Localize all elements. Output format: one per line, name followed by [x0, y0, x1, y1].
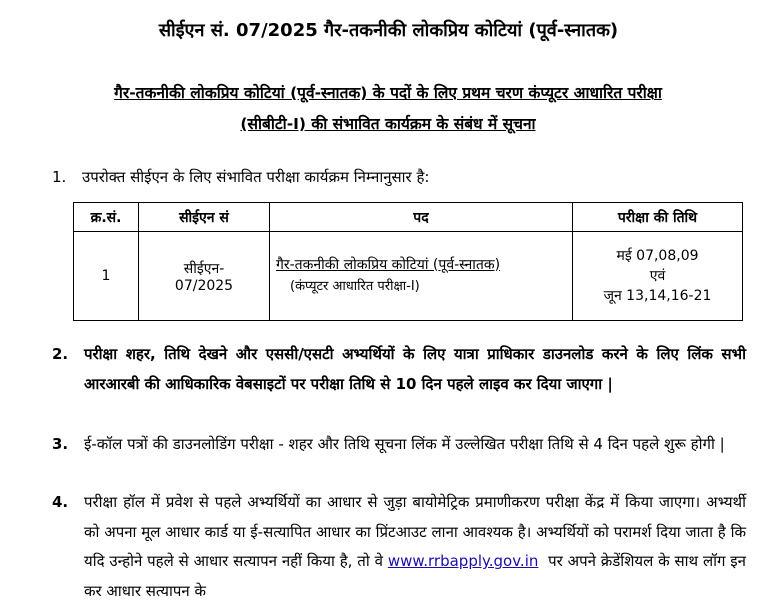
header-cen-no: सीईएन सं: [139, 203, 270, 232]
point-4-text-after-link: पर अपने क्रेडेंशियल के साथ लॉग इन कर आधार सत्यापन के: [84, 552, 747, 600]
header-post: पद: [270, 203, 573, 232]
cell-serial-no: 1: [74, 232, 139, 321]
cell-post: [270, 232, 573, 321]
date-line-2: एवं: [649, 268, 666, 284]
document-title: सीईएन सं. 07/2025 गैर-तकनीकी लोकप्रिय कोटियां (पूर्व-स्नातक): [158, 20, 619, 41]
rrbapply-link[interactable]: www.rrbapply.gov.in: [387, 552, 539, 570]
point-3: [52, 430, 746, 460]
cen-line-1: सीईएन-: [183, 260, 225, 277]
point-2-text: परीक्षा शहर, तिथि देखने और एससी/एसटी अभ्यर्थियों के लिए यात्रा प्राधिकार डाउनलोड करने के लिए लिंक सभी आरआरबी की आधिकारिक वेबसाइटों पर परीक्षा तिथि से 10 दिन पहले लाइव कर दिया जाएगा |: [84, 345, 746, 393]
point-3-text: ई-कॉल पत्रों की डाउनलोडिंग परीक्षा - शहर और तिथि सूचना लिंक में उल्लेखित परीक्षा तिथि से 4 दिन पहले शुरू होगी |: [84, 435, 725, 453]
point-2: [52, 340, 746, 399]
exam-schedule-table: [73, 202, 743, 321]
header-serial-no: क्र.सं.: [74, 203, 139, 232]
cell-exam-date: [573, 232, 743, 321]
subtitle-line-2: (सीबीटी-I) की संभावित कार्यक्रम के संबंध में सूचना: [240, 115, 536, 133]
header-exam-date: परीक्षा की तिथि: [573, 203, 743, 232]
point-2-number: 2.: [52, 345, 69, 363]
point-1-number: 1.: [52, 168, 67, 186]
table-header-row: [74, 203, 743, 232]
point-1: [52, 167, 429, 187]
table-row: [74, 232, 743, 321]
point-3-number: 3.: [52, 435, 69, 453]
point-4-number: 4.: [52, 493, 69, 511]
point-4: [52, 488, 746, 606]
point-1-text: उपरोक्त सीईएन के लिए संभावित परीक्षा कार्यक्रम निम्नानुसार है:: [82, 168, 430, 186]
date-line-3: जून 13,14,16-21: [603, 288, 712, 304]
cell-cen-no: [139, 232, 270, 321]
cen-line-2: 07/2025: [174, 277, 234, 294]
point-4-text: [84, 488, 746, 606]
notice-subtitle: [28, 78, 748, 140]
point-4-text-before-link: परीक्षा हॉल में प्रवेश से पहले अभ्यर्थियों का आधार से जुड़ा बायोमेट्रिक प्रमाणीकरण परीक्षा केंद्र में किया जाएगा। अभ्यर्थी को अपना मूल आधार कार्ड या ई-सत्यापित आधार का प्रिंटआउट लाना आवश्यक है। अभ्यर्थियों को परामर्श दिया जाता है कि यदि उन्होने पहले से आधार सत्यापन नहीं किया है, तो वे: [84, 493, 746, 570]
date-line-1: मई 07,08,09: [616, 248, 699, 264]
post-exam-stage: (कंप्यूटर आधारित परीक्षा-I): [290, 278, 420, 294]
subtitle-line-1: गैर-तकनीकी लोकप्रिय कोटियां (पूर्व-स्नातक) के पदों के लिए प्रथम चरण कंप्यूटर आधारित परीक्षा: [114, 84, 662, 102]
post-name: गैर-तकनीकी लोकप्रिय कोटियां (पूर्व-स्नातक): [276, 256, 501, 273]
